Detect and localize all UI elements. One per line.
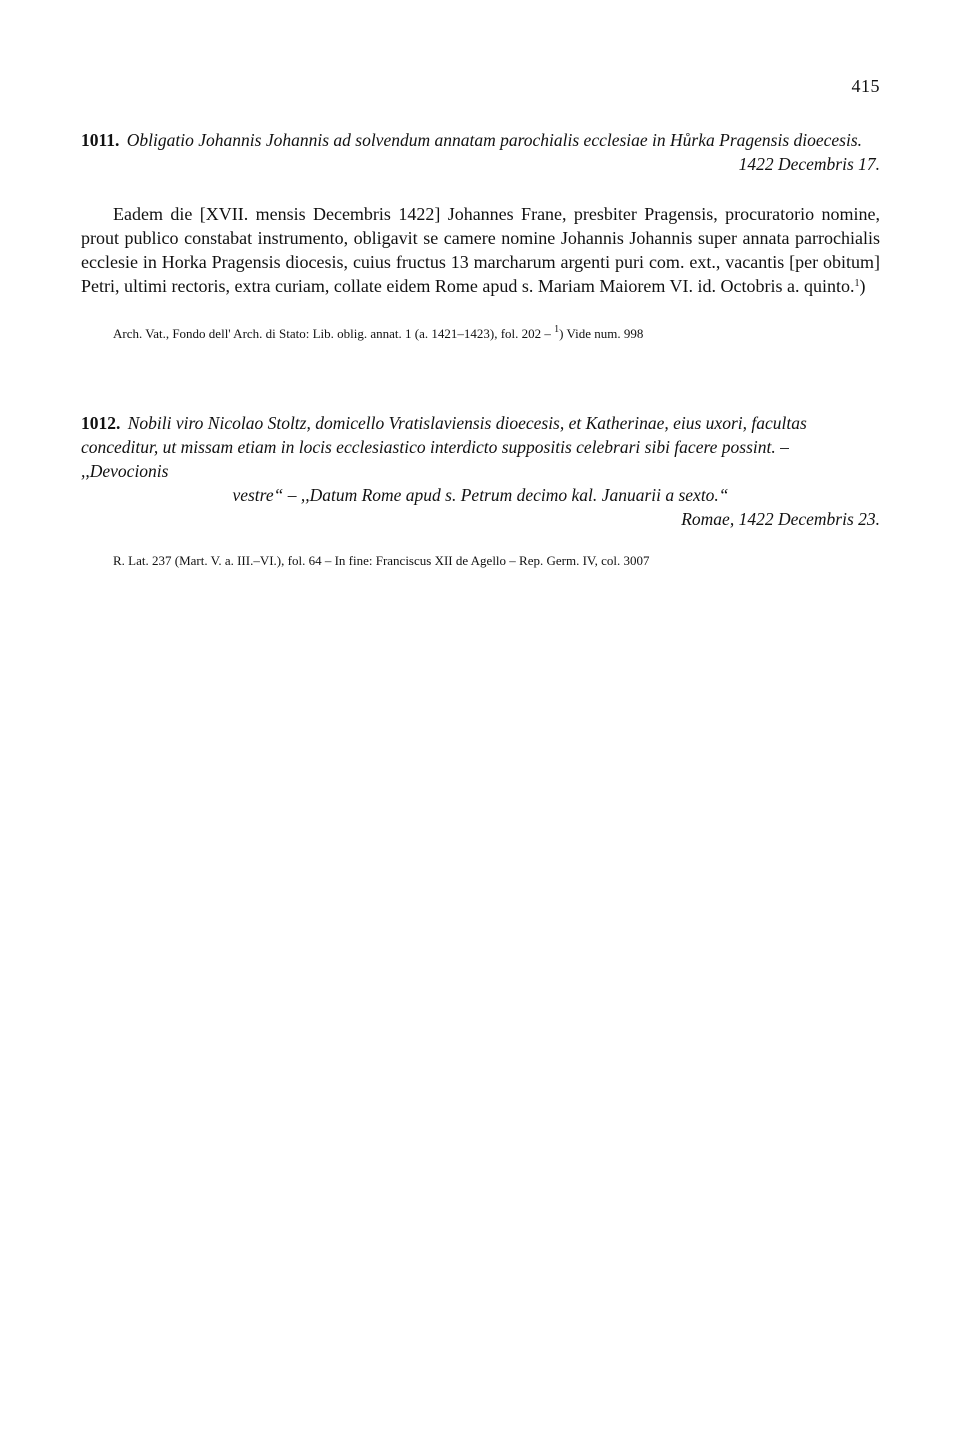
- entry-heading: [81, 128, 880, 176]
- page-number: 415: [851, 76, 880, 96]
- entry-body-text: Eadem die [XVII. mensis Decembris 1422] Johannes Frane, presbiter Pragensis, procuratorio nomine, prout publico constabat instrumento, obligavit se camere nomine Johannis Johannis super annata parrochialis ecclesie in Horka Pragensis diocesis, cuius fructus 13 marcharum argenti puri com. ext., vacantis [per obitum] Petri, ultimi rectoris, extra curiam, collate eidem Rome apud s. Mariam Maiorem VI. id. Octobris a. quinto.: [81, 204, 880, 296]
- source-note: R. Lat. 237 (Mart. V. a. III.–VI.), fol. 64 – In fine: Franciscus XII de Agello – Rep. Germ. IV, col. 3007: [113, 553, 650, 568]
- footnote-marker: 1: [854, 278, 860, 289]
- entry-title: Obligatio Johannis Johannis ad solvendum annatam parochialis ecclesiae in Hůrka Pragensis dioecesis.: [126, 130, 863, 150]
- source-text: Arch. Vat., Fondo dell' Arch. di Stato: Lib. oblig. annat. 1 (a. 1421–1423), fol. 202 –: [113, 326, 555, 341]
- entry-body: [81, 202, 880, 298]
- entry-heading: [81, 411, 880, 531]
- footnote-paren: ): [859, 276, 866, 296]
- footnote-text: ) Vide num. 998: [559, 326, 644, 341]
- entry-number: 1012.: [81, 413, 121, 433]
- entry-number: 1011.: [81, 130, 120, 150]
- source-note: [81, 325, 880, 343]
- entry-1011: [81, 128, 880, 343]
- entry-title: Nobili viro Nicolao Stoltz, domicello Vratislaviensis dioecesis, et Katherinae, eius uxori, facultas conceditur, ut missam etiam in locis ecclesiastico interdicto suppositis celebrari sibi facere possint. – ,,Devocionis: [81, 413, 807, 481]
- entry-date: 1422 Decembris 17.: [738, 154, 880, 174]
- entry-title-continuation: vestre“ – ,,Datum Rome apud s. Petrum decimo kal. Januarii a sexto.“: [232, 485, 729, 505]
- entry-1012: [81, 411, 880, 570]
- source-footnote-marker: 1: [554, 324, 560, 335]
- entry-date: Romae, 1422 Decembris 23.: [681, 509, 880, 529]
